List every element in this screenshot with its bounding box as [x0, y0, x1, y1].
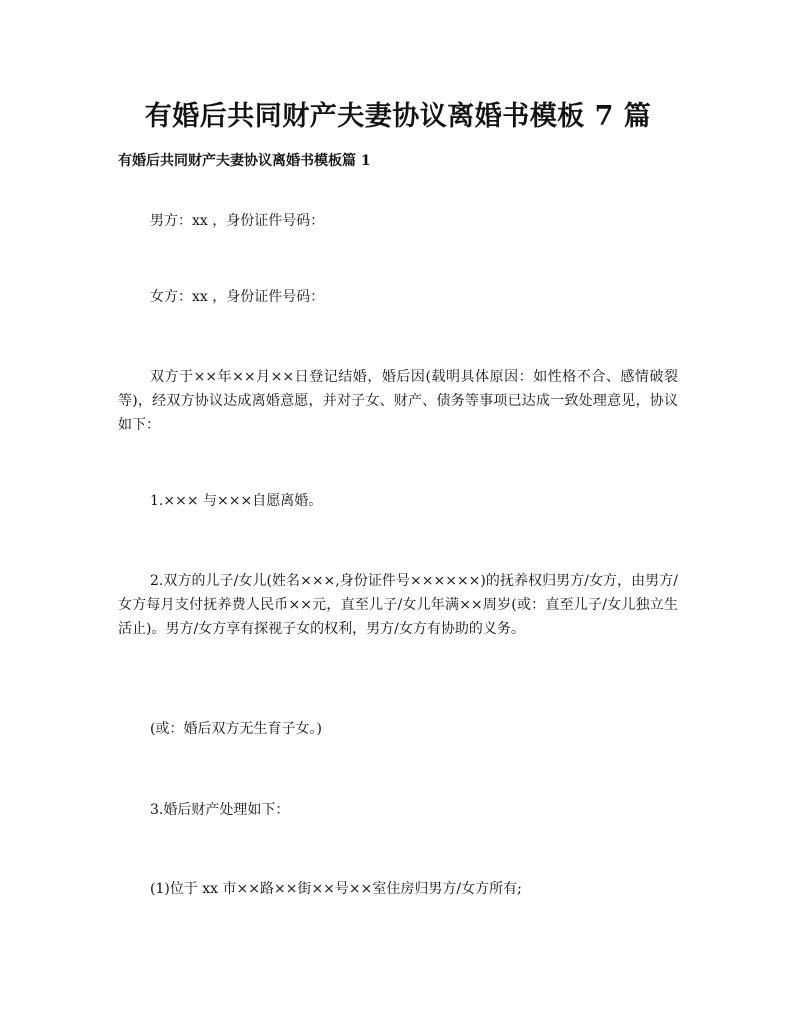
- paragraph-clause-3-1: (1)位于 xx 市××路××街××号××室住房归男方/女方所有;: [150, 881, 522, 897]
- paragraph-clause-3: 3.婚后财产处理如下：: [150, 802, 290, 818]
- section-heading: 有婚后共同财产夫妻协议离婚书模板篇 1: [118, 153, 371, 169]
- document-title: 有婚后共同财产夫妻协议离婚书模板 7 篇: [144, 101, 652, 132]
- paragraph-clause-2: 2.双方的儿子/女儿(姓名×××,身份证件号××××××)的抚养权归男方/女方，由男方/女方每月支付抚养费人民币××元，直至儿子/女儿年满××周岁(或：直至儿子/女儿独立生活止)。男方/女方享有探视子女的权利，男方/女方有协助的义务。: [118, 573, 678, 637]
- paragraph-clause-2-alt: (或：婚后双方无生育子女。): [150, 721, 322, 737]
- paragraph-clause-1: 1.××× 与×××自愿离婚。: [150, 493, 323, 509]
- paragraph-intro: 双方于××年××月××日登记结婚，婚后因(载明具体原因：如性格不合、感情破裂等)，经双方协议达成离婚意愿，并对子女、财产、债务等事项已达成一致处理意见，协议如下：: [118, 369, 678, 433]
- paragraph-wife-info: 女方：xx ，身份证件号码：: [150, 289, 325, 305]
- paragraph-husband-info: 男方：xx ，身份证件号码：: [150, 213, 325, 229]
